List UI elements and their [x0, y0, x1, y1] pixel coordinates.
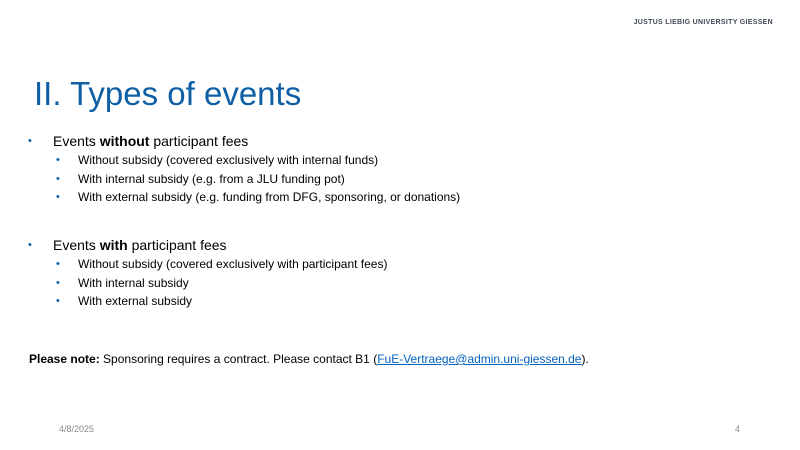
bullet-emphasis: without	[99, 133, 150, 149]
sub-bullet-text: With external subsidy	[78, 294, 193, 309]
contact-email-link[interactable]: FuE-Vertraege@admin.uni-giessen.de	[377, 352, 582, 366]
sub-bullet-text: With internal subsidy	[78, 275, 189, 290]
note-text: Sponsoring requires a contract. Please contact B1 (	[99, 352, 378, 366]
slide-title: II. Types of events	[34, 75, 302, 112]
sub-bullet	[28, 153, 728, 168]
bullet-suffix: participant fees	[149, 133, 249, 149]
note-end: ).	[581, 352, 589, 366]
sub-bullet	[28, 172, 728, 187]
bullet-prefix: Events	[53, 237, 100, 253]
bullet-icon: •	[28, 135, 32, 147]
bullet-events-with-fees	[28, 236, 728, 254]
sub-bullet-text: With internal subsidy (e.g. from a JLU funding pot)	[78, 171, 345, 186]
bullet-icon: •	[56, 172, 60, 185]
sub-bullet-text: Without subsidy (covered exclusively with internal funds)	[78, 153, 379, 167]
university-logo-text: JUSTUS LIEBIG UNIVERSITY GIESSEN	[633, 19, 773, 26]
bullet-prefix: Events	[53, 133, 100, 149]
sub-bullet	[28, 294, 728, 309]
section-with-fees	[28, 236, 728, 313]
sub-bullet-text: Without subsidy (covered exclusively with participant fees)	[78, 257, 388, 271]
footer-date: 4/8/2025	[59, 424, 95, 434]
bullet-emphasis: with	[99, 237, 128, 253]
bullet-icon: •	[56, 154, 60, 166]
section-without-fees	[28, 132, 728, 209]
sub-bullet	[28, 190, 728, 205]
sub-bullet-text: With external subsidy (e.g. funding from DFG, sponsoring, or donations)	[78, 190, 461, 205]
sub-bullet	[28, 257, 728, 272]
please-note	[29, 351, 589, 367]
bullet-events-without-fees	[28, 132, 728, 150]
bullet-icon: •	[56, 191, 60, 204]
sub-bullet	[28, 276, 728, 291]
bullet-icon: •	[56, 295, 60, 308]
bullet-suffix: participant fees	[127, 237, 227, 253]
note-label: Please note:	[29, 352, 100, 366]
bullet-icon: •	[56, 276, 60, 289]
page-number: 4	[734, 424, 740, 434]
bullet-icon: •	[28, 239, 32, 251]
bullet-icon: •	[56, 258, 60, 270]
